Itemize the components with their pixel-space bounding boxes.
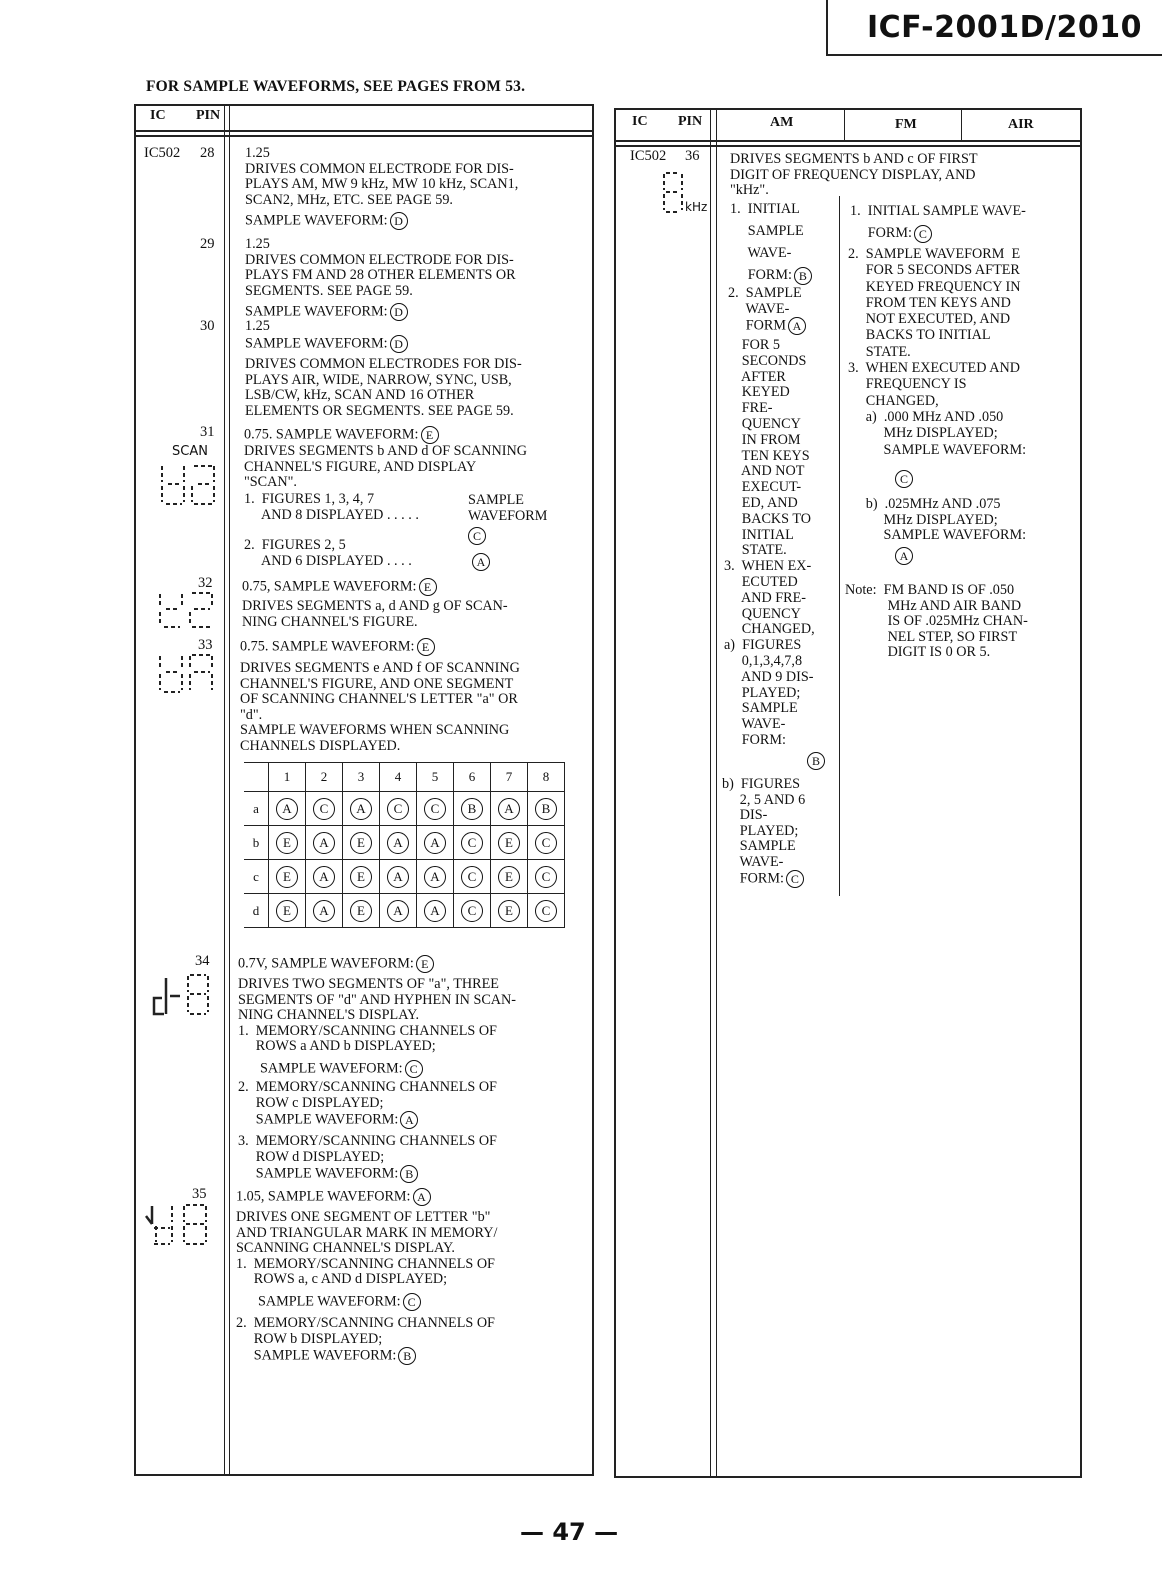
right-header-air: AIR bbox=[1008, 117, 1034, 132]
grid-cell-waveform: C bbox=[461, 866, 483, 888]
grid-cell-waveform: A bbox=[387, 900, 409, 922]
left-table-col-divider-2 bbox=[229, 104, 230, 1476]
pin-31-item-1-wave: C bbox=[466, 527, 486, 545]
right-header-am: AM bbox=[770, 115, 794, 130]
am-item-2-detail: FOR 5 SECONDS AFTER KEYED FRE- QUENCY IN FROM TEN KEYS AND NOT EXECUT- ED, AND BACKS TO INITIAL STATE. 3. WHEN EX- ECUTED AND FRE- QUENCY CHANGED, a) FIGURES 0,1,3,4,7,8 AND 9 DIS- PLAYED; SAMPLE WAVE- FORM: bbox=[724, 337, 815, 748]
pin-34-digits-icon bbox=[146, 972, 212, 1018]
grid-cell bbox=[343, 860, 380, 894]
pin-34-waveform: 0.7V, SAMPLE WAVEFORM: E bbox=[238, 955, 434, 973]
pin-29: 29 bbox=[200, 236, 215, 252]
pin-31-description: DRIVES SEGMENTS b AND d OF SCANNING CHANNEL'S FIGURE, AND DISPLAY "SCAN". bbox=[244, 443, 527, 490]
pin-34-item-2: 2. MEMORY/SCANNING CHANNELS OF ROW c DISPLAYED; SAMPLE WAVEFORM: A bbox=[238, 1079, 497, 1128]
model-title: ICF-2001D/2010 bbox=[866, 10, 1142, 45]
scan-label: SCAN bbox=[172, 444, 208, 459]
grid-cell bbox=[417, 792, 454, 826]
grid-column-header: 5 bbox=[417, 763, 454, 792]
pin-30-voltage: 1.25 bbox=[245, 318, 270, 334]
grid-row bbox=[244, 792, 565, 826]
pin-36-intro: DRIVES SEGMENTS b AND c OF FIRST DIGIT OF FREQUENCY DISPLAY, AND "kHz". bbox=[730, 151, 978, 198]
grid-cell bbox=[343, 826, 380, 860]
pin-35-item-1-waveform: SAMPLE WAVEFORM: C bbox=[258, 1293, 421, 1311]
page-number: — 47 — bbox=[520, 1518, 619, 1546]
right-table-col-divider bbox=[710, 108, 711, 1478]
pin-31-waveform: 0.75. SAMPLE WAVEFORM: E bbox=[244, 426, 439, 444]
grid-cell-waveform: E bbox=[276, 832, 298, 854]
grid-cell bbox=[417, 860, 454, 894]
grid-cell-waveform: A bbox=[387, 832, 409, 854]
pin-29-description: 1.25 DRIVES COMMON ELECTRODE FOR DIS- PLAYS FM AND 28 OTHER ELEMENTS OR SEGMENTS. SEE PAGE 59. bbox=[245, 236, 516, 299]
grid-column-header: 4 bbox=[380, 763, 417, 792]
pin-35-description: DRIVES ONE SEGMENT OF LETTER "b" AND TRIANGULAR MARK IN MEMORY/ SCANNING CHANNEL'S DISPLAY. 1. MEMORY/SCANNING CHANNELS OF ROWS a, c AND d DISPLAYED; bbox=[236, 1209, 498, 1287]
grid-cell bbox=[417, 894, 454, 928]
grid-cell-waveform: E bbox=[276, 900, 298, 922]
pin-30-waveform: SAMPLE WAVEFORM: D bbox=[245, 335, 408, 353]
am-item-2: 2. SAMPLE WAVE- FORM A bbox=[728, 286, 806, 335]
grid-cell bbox=[528, 826, 565, 860]
grid-cell-waveform: E bbox=[276, 866, 298, 888]
right-table-am-body-divider bbox=[839, 196, 840, 896]
grid-cell-waveform: E bbox=[498, 900, 520, 922]
grid-cell-waveform: A bbox=[276, 798, 298, 820]
scan-digits-icon bbox=[158, 462, 218, 508]
grid-column-header: 2 bbox=[306, 763, 343, 792]
pin-28-description: 1.25 DRIVES COMMON ELECTRODE FOR DIS- PLAYS AM, MW 9 kHz, MW 10 kHz, SCAN1, SCAN2, MHz, ETC. SEE PAGE 59. bbox=[245, 145, 519, 208]
grid-cell-waveform: A bbox=[498, 798, 520, 820]
grid-cell bbox=[306, 826, 343, 860]
pin-31: 31 bbox=[200, 424, 215, 440]
grid-row-label: a bbox=[244, 792, 269, 826]
pin-35-digits-icon bbox=[142, 1202, 212, 1248]
grid-cell-waveform: E bbox=[350, 866, 372, 888]
right-header-fm: FM bbox=[895, 117, 917, 132]
grid-column-header: 3 bbox=[343, 763, 380, 792]
grid-column-header: 8 bbox=[528, 763, 565, 792]
left-table-col-divider bbox=[224, 104, 225, 1476]
grid-cell bbox=[269, 826, 306, 860]
fmair-item-3a-waveform: C bbox=[893, 470, 913, 488]
pin-34: 34 bbox=[195, 953, 210, 969]
grid-corner bbox=[244, 763, 269, 792]
left-header-pin: PIN bbox=[196, 108, 221, 123]
grid-cell-waveform: E bbox=[498, 832, 520, 854]
grid-cell bbox=[528, 894, 565, 928]
grid-cell-waveform: A bbox=[387, 866, 409, 888]
pin-33: 33 bbox=[198, 637, 213, 653]
grid-cell-waveform: C bbox=[461, 832, 483, 854]
right-header-ic: IC bbox=[632, 114, 648, 129]
grid-cell-waveform: C bbox=[313, 798, 335, 820]
grid-cell bbox=[528, 860, 565, 894]
am-item-3a-waveform: B bbox=[805, 752, 825, 770]
grid-row-label: d bbox=[244, 894, 269, 928]
am-item-1: 1. INITIAL SAMPLE WAVE- FORM: B bbox=[730, 198, 812, 286]
grid-row bbox=[244, 826, 565, 860]
right-header-pin: PIN bbox=[678, 114, 703, 129]
pin-35-item-2: 2. MEMORY/SCANNING CHANNELS OF ROW b DISPLAYED; SAMPLE WAVEFORM: B bbox=[236, 1315, 495, 1364]
fmair-item-3b: b) .025MHz AND .075 MHz DISPLAYED; SAMPLE WAVEFORM: bbox=[865, 496, 1027, 543]
sample-waveform-note: FOR SAMPLE WAVEFORMS, SEE PAGES FROM 53. bbox=[146, 78, 526, 95]
right-table-header-rule bbox=[614, 140, 1082, 142]
grid-column-header: 1 bbox=[269, 763, 306, 792]
grid-cell bbox=[269, 792, 306, 826]
pin-30: 30 bbox=[200, 318, 215, 334]
pin-36-digit-icon bbox=[660, 170, 686, 214]
pin-34-item-1-waveform: SAMPLE WAVEFORM: C bbox=[260, 1060, 423, 1078]
grid-cell bbox=[454, 894, 491, 928]
left-table-header-rule-2 bbox=[134, 135, 594, 137]
grid-row-label: b bbox=[244, 826, 269, 860]
left-table-header-rule bbox=[134, 130, 594, 132]
grid-cell bbox=[269, 860, 306, 894]
grid-cell-waveform: A bbox=[350, 798, 372, 820]
grid-cell bbox=[491, 792, 528, 826]
fmair-item-3b-waveform: A bbox=[893, 547, 913, 565]
grid-cell-waveform: A bbox=[424, 866, 446, 888]
right-table-col-divider-2 bbox=[716, 108, 717, 1478]
grid-cell-waveform: C bbox=[535, 832, 557, 854]
grid-row bbox=[244, 894, 565, 928]
right-table-am-divider bbox=[844, 108, 845, 140]
pin-34-item-3: 3. MEMORY/SCANNING CHANNELS OF ROW d DISPLAYED; SAMPLE WAVEFORM: B bbox=[238, 1133, 497, 1182]
pin-35-waveform: 1.05, SAMPLE WAVEFORM: A bbox=[236, 1188, 431, 1206]
grid-cell bbox=[417, 826, 454, 860]
left-header-ic: IC bbox=[150, 108, 166, 123]
pin-33-digits-icon bbox=[156, 652, 216, 696]
grid-cell bbox=[380, 826, 417, 860]
fmair-item-1: 1. INITIAL SAMPLE WAVE- FORM: C bbox=[850, 203, 1026, 241]
grid-cell-waveform: C bbox=[461, 900, 483, 922]
left-ic-name: IC502 bbox=[144, 145, 181, 161]
grid-cell-waveform: C bbox=[535, 900, 557, 922]
right-ic-name: IC502 bbox=[630, 148, 667, 164]
channel-step-note: Note: FM BAND IS OF .050 MHz AND AIR BAND IS OF .025MHz CHAN- NEL STEP, SO FIRST DIGIT IS 0 OR 5. bbox=[845, 582, 1028, 660]
grid-cell-waveform: A bbox=[424, 832, 446, 854]
pin-28-waveform: SAMPLE WAVEFORM: D bbox=[245, 212, 408, 230]
pin-28: 28 bbox=[200, 145, 215, 161]
grid-cell-waveform: B bbox=[461, 798, 483, 820]
grid-cell bbox=[528, 792, 565, 826]
right-table-fm-divider bbox=[961, 108, 962, 140]
pin-33-description: DRIVES SEGMENTS e AND f OF SCANNING CHANNEL'S FIGURE, AND ONE SEGMENT OF SCANNING CHANNEL'S LETTER "a" OR "d". SAMPLE WAVEFORMS WHEN SCANNING CHANNELS DISPLAYED. bbox=[240, 660, 520, 754]
grid-cell bbox=[491, 894, 528, 928]
pin-32: 32 bbox=[198, 575, 213, 591]
grid-cell bbox=[306, 894, 343, 928]
grid-cell bbox=[269, 894, 306, 928]
pin-31-item-1: 1. FIGURES 1, 3, 4, 7 AND 8 DISPLAYED . . . . . bbox=[244, 491, 419, 523]
scan-waveform-grid bbox=[244, 762, 565, 928]
am-item-3b: b) FIGURES 2, 5 AND 6 DIS- PLAYED; SAMPLE WAVE- FORM: C bbox=[722, 776, 806, 887]
grid-cell bbox=[306, 792, 343, 826]
grid-cell-waveform: A bbox=[313, 866, 335, 888]
pin-35: 35 bbox=[192, 1186, 207, 1202]
pin-32-waveform: 0.75, SAMPLE WAVEFORM: E bbox=[242, 578, 437, 596]
grid-cell bbox=[491, 860, 528, 894]
grid-cell-waveform: E bbox=[350, 900, 372, 922]
grid-row-label: c bbox=[244, 860, 269, 894]
pin-31-item-2: 2. FIGURES 2, 5 AND 6 DISPLAYED . . . . bbox=[244, 537, 412, 569]
grid-cell-waveform: A bbox=[313, 900, 335, 922]
model-box bbox=[826, 0, 1162, 56]
grid-cell-waveform: B bbox=[535, 798, 557, 820]
pin-31-item-2-wave: A bbox=[470, 553, 490, 571]
grid-cell bbox=[380, 860, 417, 894]
grid-cell bbox=[306, 860, 343, 894]
grid-cell-waveform: A bbox=[424, 900, 446, 922]
pin-36: 36 bbox=[685, 148, 700, 164]
grid-cell bbox=[380, 792, 417, 826]
grid-cell-waveform: C bbox=[535, 866, 557, 888]
grid-cell bbox=[491, 826, 528, 860]
grid-cell-waveform: A bbox=[313, 832, 335, 854]
khz-label: kHz bbox=[685, 200, 708, 214]
grid-column-header: 7 bbox=[491, 763, 528, 792]
grid-cell bbox=[343, 894, 380, 928]
fmair-item-2-3: 2. SAMPLE WAVEFORM E FOR 5 SECONDS AFTER KEYED FREQUENCY IN FROM TEN KEYS AND NOT EXECUTED, AND BACKS TO INITIAL STATE. 3. WHEN EXECUTED AND FREQUENCY IS CHANGED, a) .000 MHz AND .050 MHz DISPLAYED; SAMPLE WAVEFORM: bbox=[848, 246, 1027, 458]
grid-cell bbox=[454, 792, 491, 826]
pin-31-item-1-wave-label: SAMPLE WAVEFORM bbox=[468, 492, 548, 524]
grid-cell-waveform: C bbox=[424, 798, 446, 820]
grid-column-header: 6 bbox=[454, 763, 491, 792]
grid-cell bbox=[454, 860, 491, 894]
grid-cell-waveform: E bbox=[498, 866, 520, 888]
pin-30-description: DRIVES COMMON ELECTRODES FOR DIS- PLAYS AIR, WIDE, NARROW, SYNC, USB, LSB/CW, kHz, SCAN AND 16 OTHER ELEMENTS OR SEGMENTS. SEE PAGE 59. bbox=[245, 356, 522, 419]
grid-cell-waveform: E bbox=[350, 832, 372, 854]
grid-cell bbox=[380, 894, 417, 928]
pin-34-description: DRIVES TWO SEGMENTS OF "a", THREE SEGMENTS OF "d" AND HYPHEN IN SCAN- NING CHANNEL'S DISPLAY. 1. MEMORY/SCANNING CHANNELS OF ROWS a AND b DISPLAYED; bbox=[238, 976, 517, 1054]
grid-row bbox=[244, 860, 565, 894]
right-table-header-rule-2 bbox=[614, 145, 1082, 147]
grid-cell bbox=[343, 792, 380, 826]
grid-cell bbox=[454, 826, 491, 860]
pin-29-waveform: SAMPLE WAVEFORM: D bbox=[245, 303, 408, 321]
pin-32-description: DRIVES SEGMENTS a, d AND g OF SCAN- NING CHANNEL'S FIGURE. bbox=[242, 598, 508, 630]
pin-33-waveform: 0.75. SAMPLE WAVEFORM: E bbox=[240, 638, 435, 656]
grid-cell-waveform: C bbox=[387, 798, 409, 820]
pin-32-digits-icon bbox=[156, 590, 216, 630]
